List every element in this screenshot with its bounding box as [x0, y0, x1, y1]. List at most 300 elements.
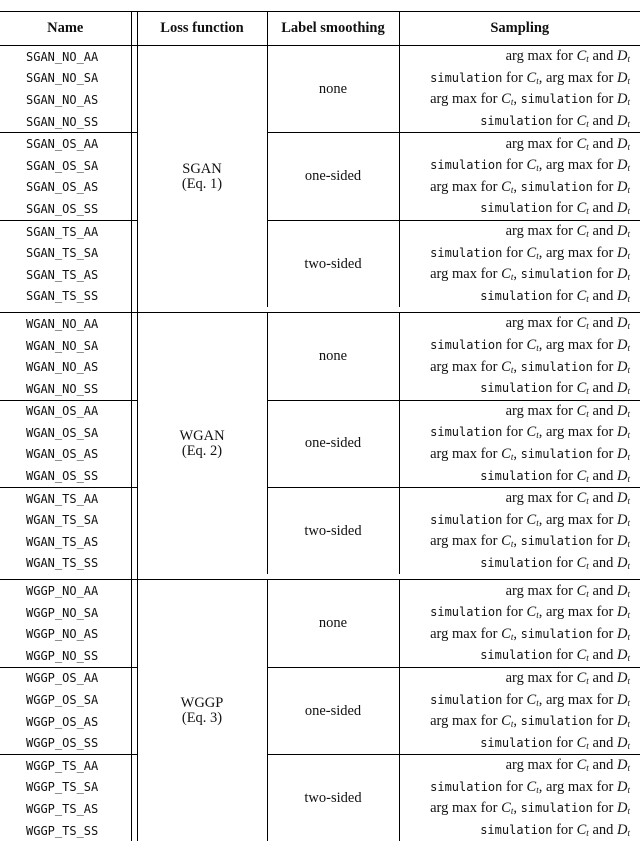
sampling-and: and — [592, 48, 614, 65]
var-c-subscript: t — [586, 675, 589, 686]
sampling-cell — [399, 465, 640, 487]
sampling-method-c: simulation — [430, 70, 503, 85]
sampling-for: for — [556, 647, 573, 664]
var-c — [527, 337, 539, 353]
sampling-for: for — [596, 157, 614, 174]
table-row — [0, 755, 640, 777]
var-c-subscript: t — [586, 496, 589, 507]
sampling-for: for — [480, 713, 498, 730]
var-d — [617, 136, 630, 152]
sampling-cell — [399, 220, 640, 242]
sampling-cell — [399, 444, 640, 466]
sampling-for: for — [506, 604, 523, 621]
var-c-letter: C — [501, 625, 511, 642]
sampling-for: for — [556, 113, 573, 130]
sampling-for: for — [556, 467, 573, 484]
sampling-for: for — [506, 511, 523, 528]
sampling-comma: , — [513, 445, 517, 462]
sampling-method-d: arg max — [545, 424, 593, 441]
var-d-subscript: t — [627, 184, 630, 195]
model-name: SGAN_TS_SA — [26, 246, 99, 261]
sampling-cell — [399, 580, 640, 602]
sampling-method-c: arg max — [430, 445, 477, 462]
model-name: WGAN_OS_AA — [26, 404, 99, 419]
table-row — [0, 313, 640, 335]
var-d — [617, 288, 630, 304]
var-c — [577, 288, 589, 304]
sampling-method: simulation — [480, 823, 553, 838]
double-rule — [131, 755, 137, 777]
sampling-method-c: arg max — [430, 178, 477, 195]
sampling-method-d: arg max — [545, 604, 593, 621]
var-c-subscript: t — [586, 54, 589, 65]
var-d — [617, 403, 630, 419]
var-d — [617, 604, 630, 620]
var-d-letter: D — [617, 669, 628, 686]
sampling-for: for — [506, 424, 523, 441]
var-d-letter: D — [617, 778, 628, 795]
sampling-method: arg max — [505, 582, 553, 599]
var-c-letter: C — [526, 604, 537, 621]
sampling-and: and — [592, 647, 614, 664]
sampling-for: for — [596, 424, 614, 441]
sampling-for: for — [480, 625, 498, 642]
var-d-subscript: t — [627, 517, 630, 528]
sampling-cell — [399, 422, 640, 444]
var-d-subscript: t — [627, 343, 630, 354]
var-c-letter: C — [576, 315, 587, 332]
var-d-letter: D — [617, 337, 628, 354]
double-rule — [131, 820, 137, 841]
var-c-letter: C — [576, 467, 587, 484]
var-c-letter: C — [576, 554, 587, 571]
sampling-method: arg max — [505, 402, 553, 419]
var-d-subscript: t — [627, 806, 630, 817]
sampling-cell — [399, 356, 640, 378]
var-c-letter: C — [526, 424, 537, 441]
model-name: WGGP_OS_AA — [26, 671, 99, 686]
var-d-letter: D — [617, 625, 628, 642]
var-c — [577, 468, 589, 484]
var-c-letter: C — [526, 778, 537, 795]
var-d-letter: D — [617, 511, 628, 528]
sampling-for: for — [596, 713, 614, 730]
var-d — [617, 315, 630, 331]
sampling-method-d: simulation — [520, 267, 593, 282]
var-c — [527, 604, 539, 620]
sampling-and: and — [592, 200, 614, 217]
var-d — [617, 626, 630, 642]
double-rule — [131, 400, 137, 422]
sampling-comma: , — [538, 691, 543, 708]
var-d-letter: D — [617, 178, 628, 195]
sampling-and: and — [592, 113, 614, 130]
sampling-cell — [399, 487, 640, 509]
sampling-method-c: arg max — [430, 713, 477, 730]
var-d — [617, 70, 630, 86]
var-c-letter: C — [526, 511, 537, 528]
sampling-cell — [399, 509, 640, 531]
sampling-cell — [399, 798, 640, 820]
label-smoothing-cell: one-sided — [267, 133, 399, 220]
var-c-letter: C — [526, 244, 537, 261]
double-rule — [131, 177, 137, 199]
var-d-letter: D — [617, 48, 628, 65]
sampling-cell — [399, 531, 640, 553]
model-name: SGAN_OS_AA — [26, 137, 99, 152]
sampling-and: and — [592, 287, 614, 304]
sampling-and: and — [592, 223, 614, 240]
var-d-letter: D — [617, 69, 628, 86]
sampling-cell — [399, 111, 640, 133]
double-rule — [131, 777, 137, 799]
sampling-and: and — [592, 315, 614, 332]
sampling-cell — [399, 155, 640, 177]
var-d-subscript: t — [627, 763, 630, 774]
var-d-letter: D — [617, 91, 628, 108]
model-name: WGAN_TS_AS — [26, 534, 99, 549]
var-d — [617, 822, 630, 838]
label-smoothing-cell: one-sided — [267, 667, 399, 754]
sampling-method: arg max — [505, 315, 553, 332]
var-d — [617, 446, 630, 462]
label-smoothing-cell: none — [267, 580, 399, 667]
var-c-subscript: t — [586, 408, 589, 419]
sampling-for: for — [506, 157, 523, 174]
sampling-for: for — [596, 778, 614, 795]
sampling-cell — [399, 68, 640, 90]
var-c — [501, 626, 513, 642]
model-name: WGGP_OS_SA — [26, 693, 99, 708]
var-d-letter: D — [617, 467, 628, 484]
var-c — [577, 136, 589, 152]
table-header-row — [0, 12, 640, 46]
model-name: SGAN_OS_AS — [26, 180, 99, 195]
sampling-method-c: simulation — [430, 512, 503, 527]
var-d-subscript: t — [627, 560, 630, 571]
var-d-letter: D — [617, 223, 628, 240]
sampling-method: arg max — [505, 48, 553, 65]
model-name: WGGP_OS_SS — [26, 736, 99, 751]
var-d — [617, 490, 630, 506]
sampling-comma: , — [513, 266, 517, 283]
sampling-for: for — [596, 445, 614, 462]
loss-equation-ref: (Eq. 1) — [181, 175, 223, 192]
var-c-subscript: t — [510, 719, 514, 730]
sampling-for: for — [556, 582, 573, 599]
var-d-letter: D — [617, 380, 628, 397]
sampling-method-c: arg max — [430, 91, 477, 108]
sampling-method: arg max — [505, 135, 553, 152]
var-d-subscript: t — [627, 408, 630, 419]
var-d — [617, 555, 630, 571]
var-c — [501, 446, 513, 462]
var-c-letter: C — [501, 178, 511, 195]
sampling-method-d: simulation — [520, 92, 593, 107]
sampling-cell — [399, 623, 640, 645]
sampling-method: arg max — [505, 757, 553, 774]
var-c-letter: C — [576, 669, 587, 686]
sampling-for: for — [556, 757, 573, 774]
sampling-method-d: simulation — [520, 179, 593, 194]
double-rule — [131, 155, 137, 177]
model-name: WGGP_NO_SS — [26, 648, 99, 663]
model-name: SGAN_OS_SA — [26, 158, 99, 173]
loss-function-cell — [137, 580, 267, 841]
double-rule — [131, 553, 137, 575]
sampling-and: and — [592, 380, 614, 397]
var-c-subscript: t — [510, 364, 514, 375]
var-d-subscript: t — [627, 631, 630, 642]
sampling-method-c: simulation — [430, 425, 503, 440]
var-d-letter: D — [617, 604, 628, 621]
sampling-method-c: arg max — [430, 800, 477, 817]
model-name: WGAN_TS_SA — [26, 513, 99, 528]
var-d-letter: D — [617, 490, 628, 507]
sampling-and: and — [592, 757, 614, 774]
sampling-for: for — [596, 244, 614, 261]
var-d-subscript: t — [627, 740, 630, 751]
var-c — [577, 822, 589, 838]
sampling-for: for — [556, 402, 573, 419]
var-c — [577, 113, 589, 129]
sampling-comma: , — [538, 337, 543, 354]
var-d-letter: D — [617, 822, 628, 839]
model-name: WGAN_TS_SS — [26, 556, 99, 571]
var-c — [527, 512, 539, 528]
sampling-comma: , — [513, 358, 517, 375]
double-rule — [131, 220, 137, 242]
var-c — [577, 757, 589, 773]
var-d — [617, 245, 630, 261]
sampling-for: for — [480, 800, 498, 817]
var-d — [617, 200, 630, 216]
var-d-letter: D — [617, 135, 628, 152]
table-row — [0, 487, 640, 509]
sampling-for: for — [556, 822, 573, 839]
var-d-subscript: t — [627, 119, 630, 130]
var-d — [617, 647, 630, 663]
header-loss-function: Loss function — [137, 12, 267, 46]
sampling-cell — [399, 689, 640, 711]
var-c — [501, 266, 513, 282]
sampling-for: for — [556, 380, 573, 397]
sampling-comma: , — [538, 157, 543, 174]
var-c — [577, 583, 589, 599]
sampling-cell — [399, 313, 640, 335]
model-name: SGAN_NO_AA — [26, 49, 99, 64]
var-c — [577, 490, 589, 506]
var-d-letter: D — [617, 402, 628, 419]
sampling-method-d: arg max — [545, 69, 593, 86]
var-d-letter: D — [617, 757, 628, 774]
var-c-letter: C — [501, 800, 511, 817]
var-c — [527, 424, 539, 440]
var-d-subscript: t — [627, 272, 630, 283]
var-d — [617, 779, 630, 795]
sampling-method-d: simulation — [520, 534, 593, 549]
sampling-method-d: arg max — [545, 691, 593, 708]
var-d-subscript: t — [627, 610, 630, 621]
var-d-subscript: t — [627, 250, 630, 261]
var-c-letter: C — [576, 223, 587, 240]
label-smoothing-cell: one-sided — [267, 400, 399, 487]
var-c-subscript: t — [510, 272, 514, 283]
var-c — [577, 403, 589, 419]
var-d-letter: D — [617, 800, 628, 817]
sampling-comma: , — [513, 800, 517, 817]
var-d-subscript: t — [627, 75, 630, 86]
sampling-for: for — [556, 669, 573, 686]
sampling-method-c: simulation — [430, 605, 503, 620]
var-c-subscript: t — [536, 430, 539, 441]
var-d — [617, 692, 630, 708]
model-name: WGAN_OS_SS — [26, 469, 99, 484]
var-c-subscript: t — [586, 119, 589, 130]
sampling-cell — [399, 133, 640, 155]
var-c-letter: C — [576, 734, 587, 751]
var-c-subscript: t — [586, 653, 589, 664]
header-name: Name — [47, 20, 84, 37]
var-d — [617, 157, 630, 173]
var-c-subscript: t — [510, 806, 514, 817]
table-row — [0, 46, 640, 68]
var-c-letter: C — [576, 582, 587, 599]
var-d — [617, 735, 630, 751]
sampling-for: for — [556, 734, 573, 751]
var-d — [617, 91, 630, 107]
var-c-letter: C — [576, 757, 587, 774]
var-c-subscript: t — [510, 184, 514, 195]
sampling-method: simulation — [480, 735, 553, 750]
var-d-letter: D — [617, 445, 628, 462]
sampling-method-c: arg max — [430, 533, 477, 550]
sampling-for: for — [556, 200, 573, 217]
sampling-cell — [399, 667, 640, 689]
var-c-letter: C — [576, 200, 587, 217]
model-name: WGGP_OS_AS — [26, 714, 99, 729]
sampling-cell — [399, 242, 640, 264]
model-name: WGGP_TS_SA — [26, 780, 99, 795]
table-row — [0, 400, 640, 422]
var-d-letter: D — [617, 424, 628, 441]
model-name: WGAN_OS_SA — [26, 425, 99, 440]
label-smoothing-cell: none — [267, 313, 399, 400]
sampling-cell — [399, 553, 640, 575]
table-body — [0, 46, 640, 841]
model-name: SGAN_NO_SS — [26, 114, 99, 129]
sampling-and: and — [592, 402, 614, 419]
sampling-cell — [399, 820, 640, 841]
var-c-subscript: t — [536, 75, 539, 86]
var-c-subscript: t — [586, 206, 589, 217]
sampling-for: for — [506, 244, 523, 261]
sampling-comma: , — [538, 604, 543, 621]
sampling-cell — [399, 286, 640, 308]
model-name: WGGP_NO_AS — [26, 627, 99, 642]
var-c-subscript: t — [536, 163, 539, 174]
var-d-letter: D — [617, 315, 628, 332]
var-d-subscript: t — [627, 163, 630, 174]
var-d — [617, 670, 630, 686]
loss-name: WGGP — [180, 695, 224, 712]
double-rule — [131, 732, 137, 754]
label-smoothing-cell: none — [267, 46, 399, 133]
var-d-letter: D — [617, 647, 628, 664]
sampling-comma: , — [538, 244, 543, 261]
var-c — [577, 647, 589, 663]
var-d-letter: D — [617, 113, 628, 130]
var-d — [617, 583, 630, 599]
var-d — [617, 359, 630, 375]
sampling-cell — [399, 177, 640, 199]
sampling-for: for — [556, 223, 573, 240]
var-c-subscript: t — [586, 321, 589, 332]
var-d — [617, 468, 630, 484]
model-name: WGGP_NO_SA — [26, 605, 99, 620]
sampling-comma: , — [538, 424, 543, 441]
var-d-subscript: t — [627, 675, 630, 686]
loss-function-cell — [137, 313, 267, 575]
sampling-for: for — [596, 266, 614, 283]
var-d — [617, 757, 630, 773]
double-rule — [131, 509, 137, 531]
var-d-subscript: t — [627, 697, 630, 708]
model-name: SGAN_TS_SS — [26, 289, 99, 304]
var-d-letter: D — [617, 244, 628, 261]
var-d-letter: D — [617, 554, 628, 571]
var-c-letter: C — [526, 157, 537, 174]
var-c-letter: C — [576, 380, 587, 397]
sampling-for: for — [596, 800, 614, 817]
sampling-cell — [399, 400, 640, 422]
sampling-for: for — [596, 69, 614, 86]
sampling-cell — [399, 645, 640, 667]
var-c-letter: C — [576, 647, 587, 664]
sampling-method-d: simulation — [520, 359, 593, 374]
sampling-cell — [399, 89, 640, 111]
sampling-method-d: simulation — [520, 626, 593, 641]
sampling-for: for — [556, 490, 573, 507]
var-d-letter: D — [617, 287, 628, 304]
sampling-cell — [399, 46, 640, 68]
sampling-method-d: arg max — [545, 337, 593, 354]
var-c — [527, 779, 539, 795]
double-rule — [131, 378, 137, 400]
var-c-subscript: t — [586, 763, 589, 774]
double-rule — [131, 602, 137, 624]
sampling-for: for — [596, 337, 614, 354]
sampling-for: for — [480, 266, 498, 283]
sampling-for: for — [480, 91, 498, 108]
model-name: SGAN_TS_AA — [26, 224, 99, 239]
sampling-for: for — [556, 48, 573, 65]
sampling-method: simulation — [480, 288, 553, 303]
model-name: WGAN_NO_SA — [26, 338, 99, 353]
var-c-subscript: t — [586, 229, 589, 240]
sampling-for: for — [556, 315, 573, 332]
model-name: WGGP_TS_AS — [26, 801, 99, 816]
sampling-method: simulation — [480, 468, 553, 483]
sampling-for: for — [506, 778, 523, 795]
sampling-cell — [399, 198, 640, 220]
var-d-letter: D — [617, 713, 628, 730]
model-name: WGGP_TS_AA — [26, 758, 99, 773]
model-name: WGAN_NO_AA — [26, 316, 99, 331]
sampling-for: for — [480, 445, 498, 462]
var-d — [617, 266, 630, 282]
sampling-method-c: simulation — [430, 245, 503, 260]
